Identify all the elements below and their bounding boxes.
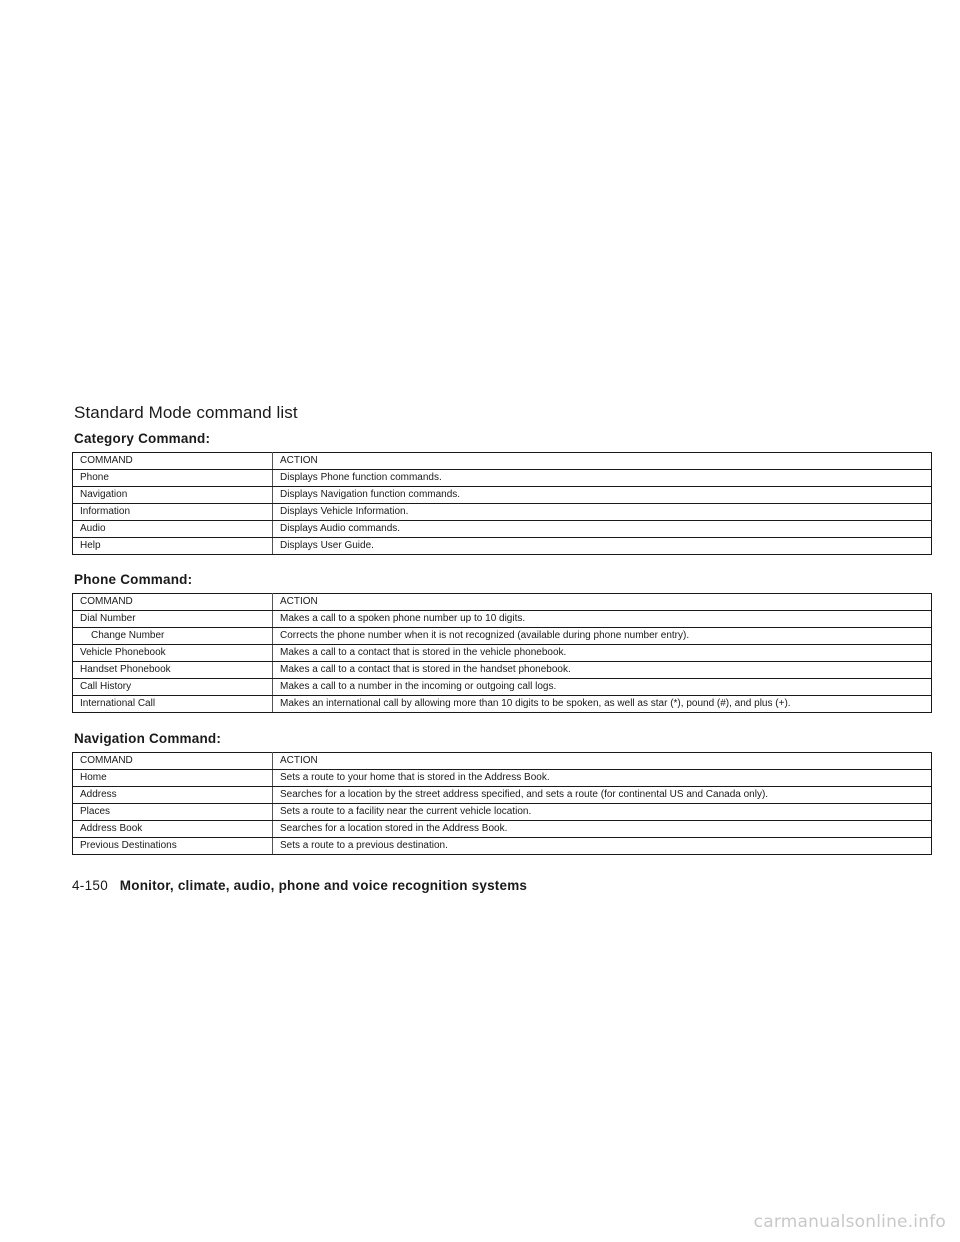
action-cell: Sets a route to a previous destination. xyxy=(273,838,932,855)
table-row xyxy=(73,662,932,679)
action-cell: Sets a route to a facility near the current vehicle location. xyxy=(273,804,932,821)
column-header-action: ACTION xyxy=(273,453,932,470)
command-cell: Navigation xyxy=(73,487,273,504)
command-cell: Dial Number xyxy=(73,611,273,628)
navigation-command-table xyxy=(72,752,932,855)
action-cell: Searches for a location stored in the Address Book. xyxy=(273,821,932,838)
table-row xyxy=(73,470,932,487)
action-cell: Makes a call to a spoken phone number up to 10 digits. xyxy=(273,611,932,628)
command-cell: Previous Destinations xyxy=(73,838,273,855)
action-cell: Displays Phone function commands. xyxy=(273,470,932,487)
command-cell: Home xyxy=(73,770,273,787)
table-row xyxy=(73,611,932,628)
table-row xyxy=(73,679,932,696)
command-cell: Change Number xyxy=(73,628,273,645)
table-row xyxy=(73,628,932,645)
category-command-table xyxy=(72,452,932,555)
command-cell: Address Book xyxy=(73,821,273,838)
command-cell: Audio xyxy=(73,521,273,538)
column-header-command: COMMAND xyxy=(73,453,273,470)
action-cell: Makes an international call by allowing more than 10 digits to be spoken, as well as star (*), pound (#), and plus (+). xyxy=(273,696,932,713)
page-footer xyxy=(72,878,527,893)
column-header-action: ACTION xyxy=(273,753,932,770)
chapter-title: Monitor, climate, audio, phone and voice recognition systems xyxy=(119,878,528,893)
column-header-action: ACTION xyxy=(273,594,932,611)
table-row xyxy=(73,838,932,855)
column-header-command: COMMAND xyxy=(73,753,273,770)
navigation-command-heading: Navigation Command: xyxy=(74,731,222,746)
watermark: carmanualsonline.info xyxy=(753,1212,946,1232)
table-row xyxy=(73,696,932,713)
command-cell: Information xyxy=(73,504,273,521)
command-cell: International Call xyxy=(73,696,273,713)
table-header-row xyxy=(73,753,932,770)
action-cell: Searches for a location by the street address specified, and sets a route (for continental US and Canada only). xyxy=(273,787,932,804)
command-cell: Call History xyxy=(73,679,273,696)
action-cell: Displays User Guide. xyxy=(273,538,932,555)
phone-command-heading: Phone Command: xyxy=(74,572,193,587)
table-row xyxy=(73,770,932,787)
action-cell: Corrects the phone number when it is not recognized (available during phone number entry). xyxy=(273,628,932,645)
category-command-heading: Category Command: xyxy=(74,431,211,446)
table-row xyxy=(73,504,932,521)
table-row xyxy=(73,487,932,504)
table-row xyxy=(73,787,932,804)
action-cell: Makes a call to a contact that is stored in the handset phonebook. xyxy=(273,662,932,679)
action-cell: Displays Vehicle Information. xyxy=(273,504,932,521)
command-cell: Places xyxy=(73,804,273,821)
column-header-command: COMMAND xyxy=(73,594,273,611)
action-cell: Displays Navigation function commands. xyxy=(273,487,932,504)
phone-command-table xyxy=(72,593,932,713)
table-header-row xyxy=(73,453,932,470)
action-cell: Displays Audio commands. xyxy=(273,521,932,538)
table-row xyxy=(73,804,932,821)
table-row xyxy=(73,821,932,838)
page-title: Standard Mode command list xyxy=(74,403,298,422)
table-row xyxy=(73,538,932,555)
action-cell: Makes a call to a number in the incoming or outgoing call logs. xyxy=(273,679,932,696)
table-row xyxy=(73,521,932,538)
table-row xyxy=(73,645,932,662)
command-cell: Vehicle Phonebook xyxy=(73,645,273,662)
table-header-row xyxy=(73,594,932,611)
page-number: 4-150 xyxy=(72,878,109,893)
action-cell: Sets a route to your home that is stored in the Address Book. xyxy=(273,770,932,787)
action-cell: Makes a call to a contact that is stored in the vehicle phonebook. xyxy=(273,645,932,662)
command-cell: Help xyxy=(73,538,273,555)
command-cell: Address xyxy=(73,787,273,804)
command-cell: Handset Phonebook xyxy=(73,662,273,679)
command-cell: Phone xyxy=(73,470,273,487)
